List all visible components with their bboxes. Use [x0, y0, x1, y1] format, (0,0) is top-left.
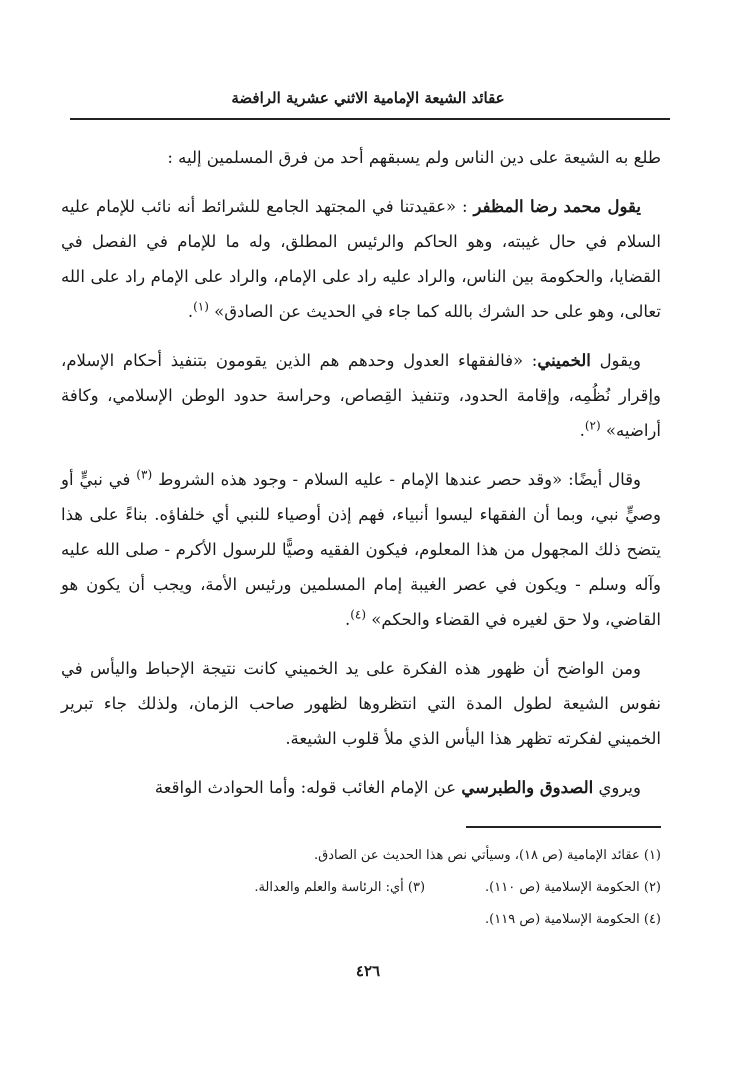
header-rule — [70, 118, 670, 120]
paragraph-muzaffar: يقول محمد رضا المظفر : «عقيدتنا في المجتهد الجامع للشرائط أنه نائب للإمام عليه السلام في حال غيبته، وهو الحاكم والرئيس المطلق، وله ما للإمام في الفصل في القضايا، والحكومة بين الناس، والراد عليه راد على الإمام، والراد على الإمام راد على الله تعالى، وهو على حد الشرك بالله كما جاء في الحديث عن الصادق» $^{(١)}$. — [61, 197, 661, 321]
paragraph-text: في نبيٍّ أو وصيٍّ نبي، وبما أن الفقهاء ليسوا أنبياء، فهم إذن أوصياء للنبي أي خلفاؤه. بناءً على هذا يتضح ذلك المجهول من هذا المعلوم، فيكون الفقيه وصيًّا للرسول الأكرم - صلى الله عليه وآله وسلم - ويكون في عصر الغيبة إمام المسلمين ورئيس الأمة، ويجب أن يكون هو القاضي، ولا حق لغيره في القضاء والحكم» — [61, 470, 661, 629]
footnote-ref[interactable]: (١) — [193, 299, 209, 314]
author-name: الصدوق والطبرسي — [461, 778, 594, 797]
paragraph-text: : «فالفقهاء العدول وحدهم هم الذين يقومون بتنفيذ أحكام الإسلام، وإقرار نُظُمِه، وإقامة الحدود، وتنفيذ القِصاص، وحراسة حدود الوطن الإسلامي، وكافة أراضيه» — [61, 351, 661, 440]
paragraph-text: عن الإمام الغائب قوله: وأما الحوادث الواقعة — [154, 778, 462, 797]
author-name: الخميني — [537, 351, 591, 370]
paragraph-text: وقال أيضًا: «وقد حصر عندها الإمام - عليه السلام - وجود هذه الشروط — [158, 470, 641, 489]
body-text — [61, 140, 661, 819]
paragraph-analysis — [61, 651, 661, 756]
footnote-ref[interactable]: (٣) — [136, 467, 153, 482]
paragraph-continuation — [61, 140, 661, 175]
paragraph-khomeini-2: وقال أيضًا: «وقد حصر عندها الإمام - عليه السلام - وجود هذه الشروط $^{(٣)}$ في نبيٍّ أو وصيٍّ نبي، وبما أن الفقهاء ليسوا أنبياء، فهم إذن أوصياء للنبي أي خلفاؤه. بناءً على هذا يتضح ذلك المجهول من هذا المعلوم، فيكون الفقيه وصيًّا للرسول الأكرم - صلى الله عليه وآله وسلم - ويكون في عصر الغيبة إمام المسلمين ورئيس الأمة، ويجب أن يكون هو القاضي، ولا حق لغيره في القضاء والحكم» $^{(٤)}$. — [61, 467, 661, 629]
paragraph-text: : «عقيدتنا في المجتهد الجامع للشرائط أنه نائب للإمام عليه السلام في حال غيبته، وهو الحاكم والرئيس المطلق، وله ما للإمام في الفصل في القضايا، والحكومة بين الناس، والراد عليه راد على الإمام، والراد على الإمام راد على الله تعالى، وهو على حد الشرك بالله كما جاء في الحديث عن الصادق» — [61, 197, 661, 321]
page-number: ٤٢٦ — [355, 962, 381, 980]
paragraph-lead: ويروي — [593, 778, 641, 797]
paragraph-text: طلع به الشيعة على دين الناس ولم يسبقهم أحد من فرق المسلمين إليه : — [167, 148, 661, 167]
paragraph-khomeini-1: ويقول الخميني: «فالفقهاء العدول وحدهم هم الذين يقومون بتنفيذ أحكام الإسلام، وإقرار نُظُمِه، وإقامة الحدود، وتنفيذ القِصاص، وحراسة حدود الوطن الإسلامي، وكافة أراضيه» $^{(٢)}$. — [61, 351, 661, 440]
footnote-ref[interactable]: (٢) — [584, 418, 601, 433]
footnote-1: (١) عقائد الإمامية (ص ١٨)، وسيأتي نص هذا الحديث عن الصادق. — [313, 848, 661, 863]
footnotes — [61, 840, 661, 936]
paragraph-saduq — [61, 770, 661, 805]
running-header: عقائد الشيعة الإمامية الاثني عشرية الرافضة — [231, 89, 505, 107]
footnote-ref[interactable]: (٤) — [350, 607, 367, 622]
footnote-rule — [466, 826, 661, 828]
paragraph-text: ومن الواضح أن ظهور هذه الفكرة على يد الخميني كانت نتيجة الإحباط واليأس في نفوس الشيعة لطول المدة التي انتظروها لظهور صاحب الزمان، ولذلك جاء تبرير الخميني لفكرته تظهر هذا اليأس الذي ملأ قلوب الشيعة. — [61, 659, 661, 748]
paragraph-lead: ويقول — [590, 351, 641, 370]
author-name: يقول محمد رضا المظفر — [473, 197, 642, 216]
footnote-3: (٣) أي: الرئاسة والعلم والعدالة. — [254, 880, 426, 895]
footnote-2: (٢) الحكومة الإسلامية (ص ١١٠). — [485, 880, 661, 895]
footnote-4: (٤) الحكومة الإسلامية (ص ١١٩). — [485, 912, 661, 927]
footnote-row — [61, 872, 661, 904]
